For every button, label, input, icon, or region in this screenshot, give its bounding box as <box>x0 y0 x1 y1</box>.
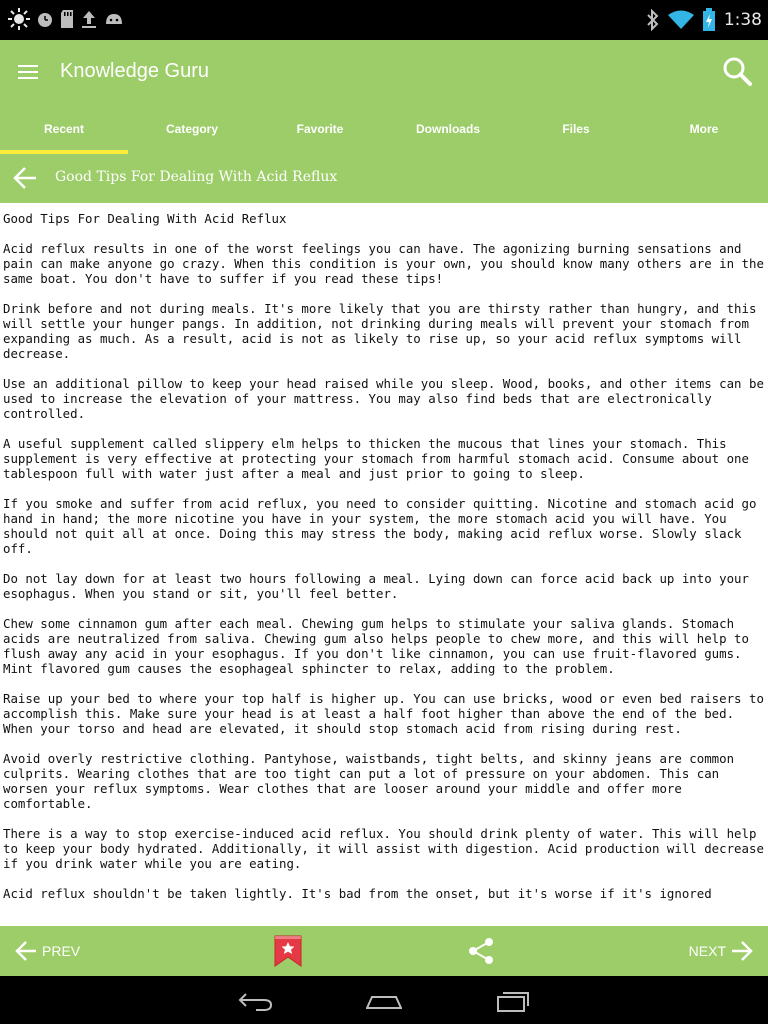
prev-label: PREV <box>42 943 81 959</box>
prev-button[interactable] <box>14 938 80 964</box>
nav-home-icon[interactable] <box>366 990 402 1012</box>
alarm-icon <box>36 9 54 29</box>
next-button[interactable] <box>689 938 754 964</box>
nav-back-icon[interactable] <box>238 990 274 1012</box>
battery-icon <box>702 8 716 32</box>
status-time: 1:38 <box>723 10 762 30</box>
tab-bar <box>0 102 768 154</box>
upload-icon <box>80 9 98 29</box>
bluetooth-icon <box>646 9 660 31</box>
tab-category[interactable]: Category <box>165 122 218 136</box>
app-title: Knowledge Guru <box>60 60 209 82</box>
hamburger-menu-icon[interactable] <box>18 65 38 79</box>
right-arrow-icon <box>730 940 754 962</box>
sd-card-icon <box>60 9 74 29</box>
article-header-title: Good Tips For Dealing With Acid Reflux <box>55 169 338 185</box>
status-left-icons <box>8 8 124 30</box>
tab-favorite[interactable]: Favorite <box>296 122 344 136</box>
brightness-icon <box>8 8 30 30</box>
back-arrow-icon[interactable] <box>12 166 38 190</box>
app-bar <box>0 40 768 102</box>
tab-files[interactable]: Files <box>562 122 590 136</box>
nav-recent-apps-icon[interactable] <box>496 989 532 1013</box>
status-bar <box>0 0 768 40</box>
status-right-icons <box>646 8 762 32</box>
search-icon[interactable] <box>722 56 752 86</box>
system-nav-bar <box>0 976 768 1024</box>
wifi-icon <box>668 10 694 30</box>
bookmark-star-icon[interactable] <box>274 935 302 967</box>
share-icon[interactable] <box>467 937 495 965</box>
left-arrow-icon <box>14 940 38 962</box>
bottom-bar <box>0 926 768 976</box>
next-label: NEXT <box>688 943 726 959</box>
article-body: Good Tips For Dealing With Acid Reflux Acid reflux results in one of the worst feelings you can have. The agonizing burning sensations and pain can make anyone go crazy. When this condition is your own, you should know many others are in the same boat. You don't have to suffer if you read these tips! Drink before and not during meals. It's more likely that you are thirsty rather than hungry, and this will settle your hunger pangs. In addition, not drinking during meals will prevent your stomach from expanding as much. As a result, acid is not as likely to rise up, so your acid reflux symptoms will decrease. Use an additional pillow to keep your head raised while you sleep. Wood, books, and other items can be used to increase the elevation of your mattress. You may also find beds that are electronically controlled. A useful supplement called slippery elm helps to thicken the mucous that lines your stomach. This supplement is very effective at protecting your stomach from harmful stomach acid. Consume about one tablespoon full with water just after a meal and just prior to going to sleep. If you smoke and suffer from acid reflux, you need to consider quitting. Nicotine and stomach acid go hand in hand; the more nicotine you have in your system, the more stomach acid you will have. You should not quit all at once. Doing this may stress the body, making acid reflux worse. Slowly slack off. Do not lay down for at least two hours following a meal. Lying down can force acid back up into your esophagus. When you stand or sit, you'll feel better. Chew some cinnamon gum after each meal. Chewing gum helps to stimulate your saliva glands. Stomach acids are neutralized from saliva. Chewing gum also helps people to chew more, and this will help to flush away any acid in your esophagus. If you don't like cinnamon, you can use fruit-flavored gums. Mint flavored gum causes the esophageal sphincter to relax, adding to the problem. Raise up your bed to where your top half is higher up. You can use bricks, wood or even bed raisers to accomplish this. Make sure your head is at least a half foot higher than above the end of the bed. When your torso and head are elevated, it should stop stomach acid from rising during rest. Avoid overly restrictive clothing. Pantyhose, waistbands, tight belts, and skinny jeans are common culprits. Wearing clothes that are too tight can put a lot of pressure on your abdomen. This can worsen your reflux symptoms. Wear clothes that are looser around your middle and offer more comfortable. There is a way to stop exercise-induced acid reflux. You should drink plenty of water. This will help to keep your body hydrated. Additionally, it will assist with digestion. Acid production will decrease if you drink water while you are eating. Acid reflux shouldn't be taken lightly. It's bad from the onset, but it's worse if it's ignored <box>3 211 764 901</box>
article-header <box>0 154 768 203</box>
tab-recent[interactable]: Recent <box>0 102 128 154</box>
tab-more[interactable]: More <box>689 122 719 136</box>
tab-downloads[interactable]: Downloads <box>415 122 480 136</box>
android-icon <box>104 10 124 28</box>
